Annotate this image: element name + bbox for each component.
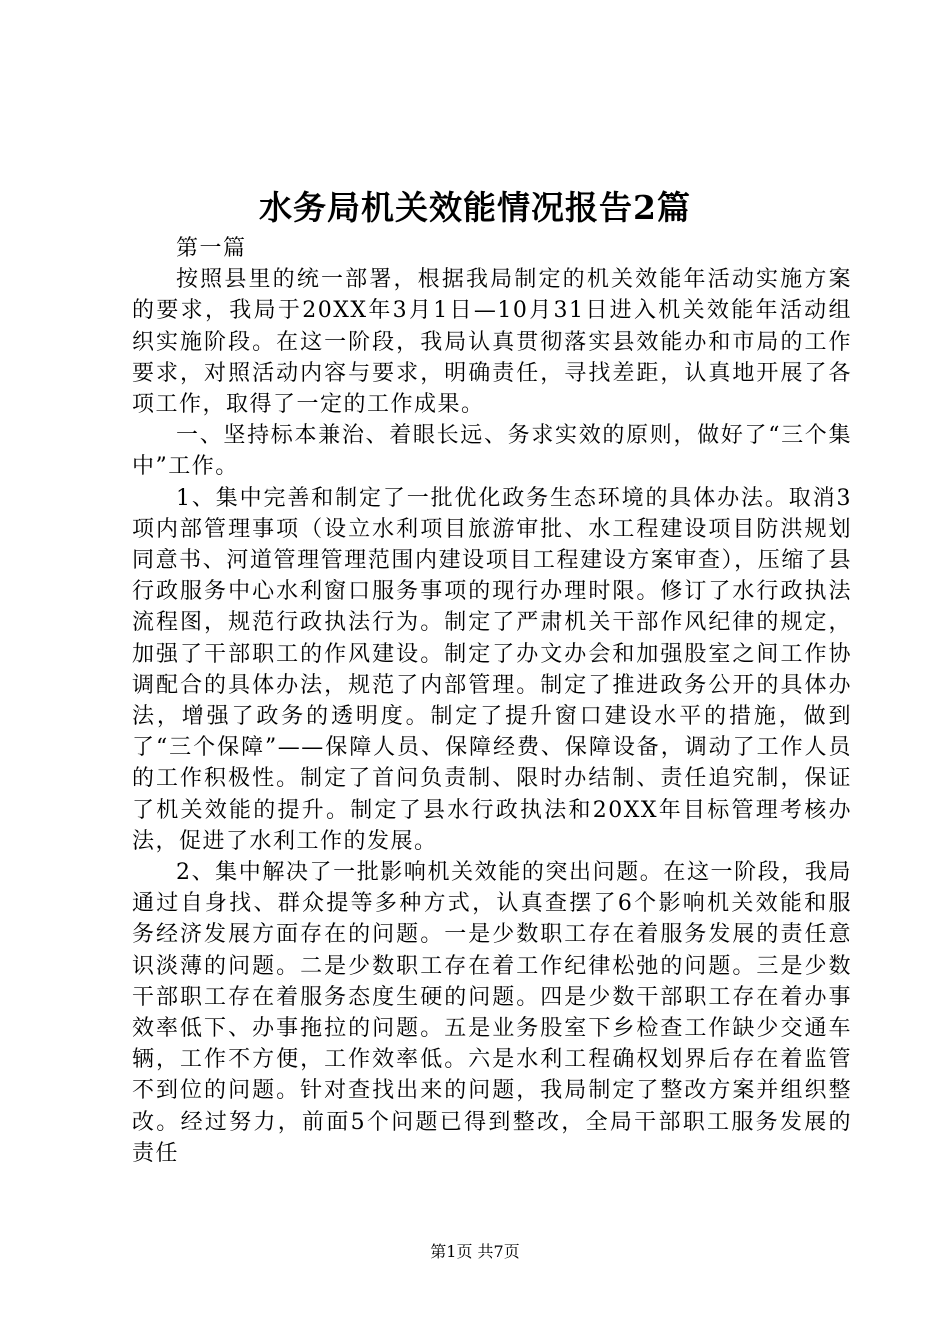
page-footer: 第1页 共7页 bbox=[430, 1242, 520, 1261]
section-heading: 第一篇 bbox=[176, 236, 247, 261]
body-paragraph: 2、集中解决了一批影响机关效能的突出问题。在这一阶段，我局通过自身找、群众提等多种方式，认真查摆了6个影响机关效能和服务经济发展方面存在的问题。一是少数职工存在着服务发展的责任意识淡薄的问题。二是少数职工存在着工作纪律松弛的问题。三是少数干部职工存在着服务态度生硬的问题。四是少数干部职工存在着办事效率低下、办事拖拉的问题。五是业务股室下乡检查工作缺少交通车辆，工作不方便，工作效率低。六是水利工程确权划界后存在着监管不到位的问题。针对查找出来的问题，我局制定了整改方案并组织整改。经过努力，前面5个问题已得到整改，全局干部职工服务发展的责任 bbox=[132, 860, 852, 1166]
document-body bbox=[132, 233, 852, 1169]
body-paragraph: 按照县里的统一部署，根据我局制定的机关效能年活动实施方案的要求，我局于20XX年3月1日—10月31日进入机关效能年活动组织实施阶段。在这一阶段，我局认真贯彻落实县效能办和市局的工作要求，对照活动内容与要求，明确责任，寻找差距，认真地开展了各项工作，取得了一定的工作成果。 bbox=[132, 267, 852, 418]
body-paragraph: 一、坚持标本兼治、着眼长远、务求实效的原则，做好了“三个集中”工作。 bbox=[132, 423, 852, 480]
body-paragraph: 1、集中完善和制定了一批优化政务生态环境的具体办法。取消3项内部管理事项（设立水利项目旅游审批、水工程建设项目防洪规划同意书、河道管理管理范围内建设项目工程建设方案审查），压缩了县行政服务中心水利窗口服务事项的现行办理时限。修订了水行政执法流程图，规范行政执法行为。制定了严肃机关干部作风纪律的规定，加强了干部职工的作风建设。制定了办文办会和加强股室之间工作协调配合的具体办法，规范了内部管理。制定了推进政务公开的具体办法，增强了政务的透明度。制定了提升窗口建设水平的措施，做到了“三个保障”——保障人员、保障经费、保障设备，调动了工作人员的工作积极性。制定了首问负责制、限时办结制、责任追究制，保证了机关效能的提升。制定了县水行政执法和20XX年目标管理考核办法，促进了水利工作的发展。 bbox=[132, 485, 852, 854]
document-title: 水务局机关效能情况报告2篇 bbox=[259, 188, 691, 227]
